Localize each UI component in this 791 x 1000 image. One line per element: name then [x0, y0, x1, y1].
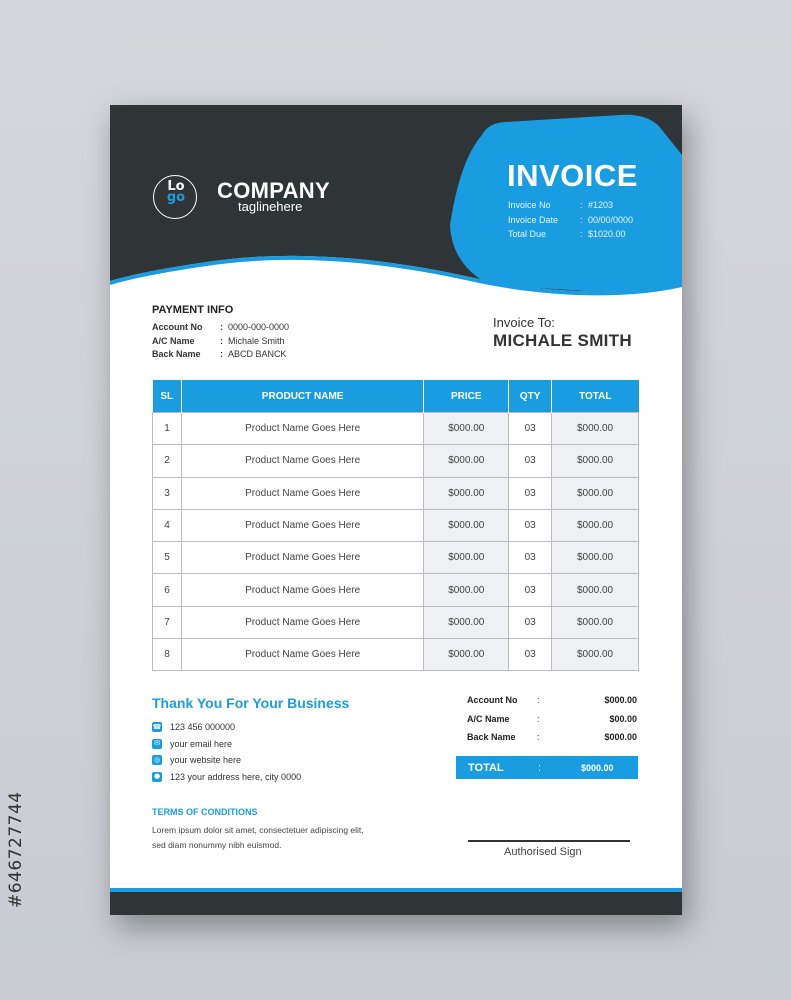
cell-price: $000.00 — [424, 477, 509, 509]
cell-name: Product Name Goes Here — [181, 445, 423, 477]
table-row — [153, 509, 639, 541]
footer-bar — [110, 892, 682, 915]
payment-sep: : — [220, 322, 223, 332]
summary-sep: : — [537, 713, 540, 724]
cell-qty: 03 — [509, 509, 552, 541]
contact-text: 123 your address here, city 0000 — [170, 771, 302, 782]
invoice-meta-value: $1020.00 — [588, 229, 626, 239]
stock-id: #646727744 — [6, 791, 26, 908]
payment-value: 0000-000-0000 — [228, 322, 290, 332]
invoice-page — [110, 105, 682, 915]
invoice-to-label: Invoice To: — [493, 315, 555, 330]
terms-text — [152, 823, 392, 853]
cell-qty: 03 — [509, 639, 552, 671]
cell-total: $000.00 — [552, 509, 639, 541]
cell-total: $000.00 — [552, 542, 639, 574]
invoice-meta-value: 00/00/0000 — [588, 214, 634, 225]
company-name: COMPANY — [217, 178, 330, 203]
contact-item — [152, 769, 301, 786]
invoice-to-name: MICHALE SMITH — [493, 331, 632, 350]
cell-sl: 5 — [153, 542, 182, 574]
logo-bottom: go — [166, 190, 186, 205]
terms-line: Lorem ipsum dolor sit amet, consectetuer adipiscing elit, — [152, 825, 364, 835]
summary-value: $000.00 — [604, 695, 637, 705]
header-price: PRICE — [424, 380, 509, 413]
summary-row — [467, 714, 637, 733]
summary-value: $000.00 — [604, 732, 637, 742]
cell-name: Product Name Goes Here — [181, 477, 423, 509]
header-product-name: PRODUCT NAME — [181, 380, 423, 413]
cell-total: $000.00 — [552, 445, 639, 477]
payment-row — [152, 322, 289, 336]
payment-sep: : — [220, 349, 223, 359]
invoice-meta-label: Invoice No — [508, 200, 551, 210]
cell-qty: 03 — [509, 477, 552, 509]
summary-sep: : — [537, 695, 540, 705]
summary — [467, 695, 637, 751]
location-icon: ● — [153, 772, 161, 781]
cell-sl: 8 — [153, 639, 182, 671]
cell-name: Product Name Goes Here — [181, 509, 423, 541]
cell-price: $000.00 — [424, 606, 509, 638]
summary-row — [467, 695, 637, 714]
payment-value: Michale Smith — [228, 335, 285, 346]
payment-value: ABCD BANCK — [228, 349, 287, 359]
signature-label: Authorised Sign — [504, 846, 582, 858]
table-row — [153, 542, 639, 574]
cell-sl: 2 — [153, 445, 182, 477]
cell-sl: 3 — [153, 477, 182, 509]
phone-icon: ☎ — [152, 722, 162, 731]
contact-text: 123 456 000000 — [170, 722, 236, 733]
cell-price: $000.00 — [424, 509, 509, 541]
table-row — [153, 413, 639, 445]
invoice-meta — [508, 200, 633, 244]
invoice-title: INVOICE — [507, 158, 638, 193]
signature-line — [468, 840, 630, 842]
items-table — [152, 380, 639, 671]
invoice-meta-row — [508, 200, 633, 215]
cell-price: $000.00 — [424, 445, 509, 477]
cell-sl: 7 — [153, 606, 182, 638]
invoice-meta-sep: : — [580, 229, 583, 239]
cell-qty: 03 — [509, 606, 552, 638]
cell-qty: 03 — [509, 413, 552, 445]
invoice-meta-label: Invoice Date — [508, 214, 559, 225]
table-row — [153, 639, 639, 671]
header-qty: QTY — [509, 380, 552, 413]
contact-text: your website here — [170, 755, 242, 766]
payment-label: Back Name — [152, 349, 201, 359]
cell-price: $000.00 — [424, 574, 509, 606]
cell-name: Product Name Goes Here — [181, 413, 423, 445]
email-icon: ✉ — [152, 739, 162, 749]
contact-text: your email here — [170, 738, 233, 749]
cell-sl: 4 — [153, 509, 182, 541]
summary-row — [467, 732, 637, 751]
invoice-meta-row — [508, 215, 633, 230]
logo — [163, 181, 189, 203]
company-tagline: taglinehere — [238, 199, 303, 214]
payment-row — [152, 336, 289, 350]
cell-qty: 03 — [509, 542, 552, 574]
cell-total: $000.00 — [552, 477, 639, 509]
table-body — [153, 413, 639, 671]
total-sep: : — [538, 761, 542, 774]
cell-sl: 1 — [153, 413, 182, 445]
globe-icon: ◎ — [153, 755, 161, 764]
cell-price: $000.00 — [424, 639, 509, 671]
cell-total: $000.00 — [552, 606, 639, 638]
contact-item — [152, 719, 301, 736]
table-header-row — [153, 380, 639, 413]
total-label: TOTAL — [468, 761, 504, 774]
summary-sep: : — [537, 732, 540, 742]
table-row — [153, 574, 639, 606]
contact-item — [152, 752, 301, 769]
table-row — [153, 445, 639, 477]
invoice-meta-value: #1203 — [588, 200, 614, 210]
table-row — [153, 477, 639, 509]
header-sl: SL — [153, 380, 182, 413]
invoice-meta-label: Total Due — [508, 229, 547, 239]
invoice-meta-row — [508, 229, 633, 244]
cell-price: $000.00 — [424, 413, 509, 445]
payment-info — [152, 322, 289, 363]
payment-label: A/C Name — [152, 335, 195, 346]
total-bar — [456, 756, 638, 779]
payment-label: Account No — [152, 322, 203, 332]
header-total: TOTAL — [552, 380, 639, 413]
summary-value: $00.00 — [609, 713, 637, 724]
cell-name: Product Name Goes Here — [181, 606, 423, 638]
payment-sep: : — [220, 335, 223, 346]
cell-qty: 03 — [509, 445, 552, 477]
table-row — [153, 606, 639, 638]
payment-info-title: PAYMENT INFO — [152, 304, 234, 316]
invoice-meta-sep: : — [580, 214, 583, 225]
invoice-meta-sep: : — [580, 200, 583, 210]
summary-label: Account No — [467, 695, 518, 705]
terms-line: sed diam nonummy nibh euismod. — [152, 840, 282, 850]
logo-top: Lo — [167, 179, 185, 194]
summary-label: Back Name — [467, 732, 516, 742]
contact-item — [152, 736, 301, 753]
cell-name: Product Name Goes Here — [181, 542, 423, 574]
summary-label: A/C Name — [467, 713, 510, 724]
thank-you-heading: Thank You For Your Business — [152, 695, 350, 711]
cell-qty: 03 — [509, 574, 552, 606]
cell-name: Product Name Goes Here — [181, 639, 423, 671]
cell-price: $000.00 — [424, 542, 509, 574]
terms-title: TERMS OF CONDITIONS — [152, 807, 258, 817]
cell-sl: 6 — [153, 574, 182, 606]
cell-total: $000.00 — [552, 413, 639, 445]
cell-total: $000.00 — [552, 574, 639, 606]
cell-total: $000.00 — [552, 639, 639, 671]
total-value: $000.00 — [581, 762, 614, 773]
contact-list — [152, 719, 301, 785]
cell-name: Product Name Goes Here — [181, 574, 423, 606]
payment-row — [152, 349, 289, 363]
